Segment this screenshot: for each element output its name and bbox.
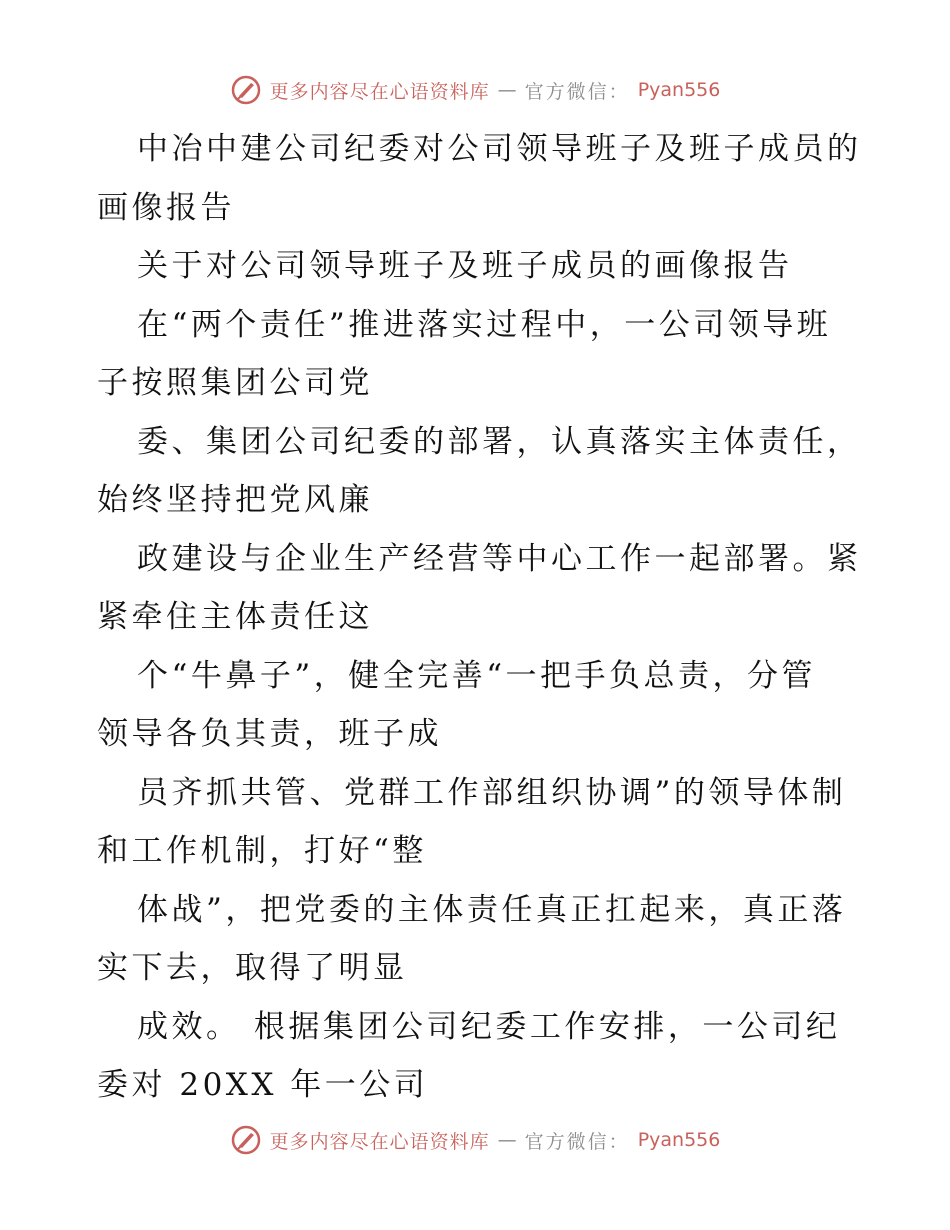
footer-watermark (0, 1122, 950, 1158)
watermark-wechat-id: Pyan556 (637, 79, 721, 101)
watermark-separator: — (497, 79, 517, 101)
text-line: 在“两个责任”推进落实过程中，一公司领导班 (137, 306, 832, 343)
text-line: 成效。 根据集团公司纪委工作安排，一公司纪 (137, 1008, 841, 1045)
text-line: 关于对公司领导班子及班子成员的画像报告 (137, 248, 793, 284)
text-line: 领导各负其责，班子成 (97, 716, 442, 752)
text-line: 始终坚持把党风廉 (97, 482, 373, 518)
document-body (97, 120, 862, 1115)
text-line: 子按照集团公司党 (97, 365, 373, 401)
watermark-brand: 更多内容尽在心语资料库 (269, 80, 490, 103)
text-line: 员齐抓共管、党群工作部组织协调”的领导体制 (137, 774, 847, 811)
watermark-official-label: 官方微信： (524, 80, 630, 103)
quill-seal-icon (230, 1124, 262, 1156)
text-line: 和工作机制，打好“整 (97, 833, 427, 869)
text-line: 个“牛鼻子”，健全完善“一把手负总责，分管 (137, 657, 817, 694)
text-line: 政建设与企业生产经营等中心工作一起部署。紧 (137, 540, 862, 577)
watermark-wechat-id: Pyan556 (637, 1129, 721, 1151)
text-line: 中冶中建公司纪委对公司领导班子及班子成员的 (137, 131, 862, 167)
watermark-separator: — (497, 1129, 517, 1151)
watermark-official-label: 官方微信： (524, 1130, 630, 1153)
watermark-brand: 更多内容尽在心语资料库 (269, 1130, 490, 1153)
text-line: 委对 20XX 年一公司 (97, 1067, 429, 1103)
text-line: 体战”，把党委的主体责任真正扛起来，真正落 (137, 891, 847, 928)
text-line: 画像报告 (97, 189, 235, 226)
header-watermark (0, 72, 950, 108)
text-line: 委、集团公司纪委的部署，认真落实主体责任， (137, 423, 862, 460)
quill-seal-icon (230, 74, 262, 106)
text-line: 实下去，取得了明显 (97, 950, 408, 986)
text-line: 紧牵住主体责任这 (97, 599, 373, 635)
